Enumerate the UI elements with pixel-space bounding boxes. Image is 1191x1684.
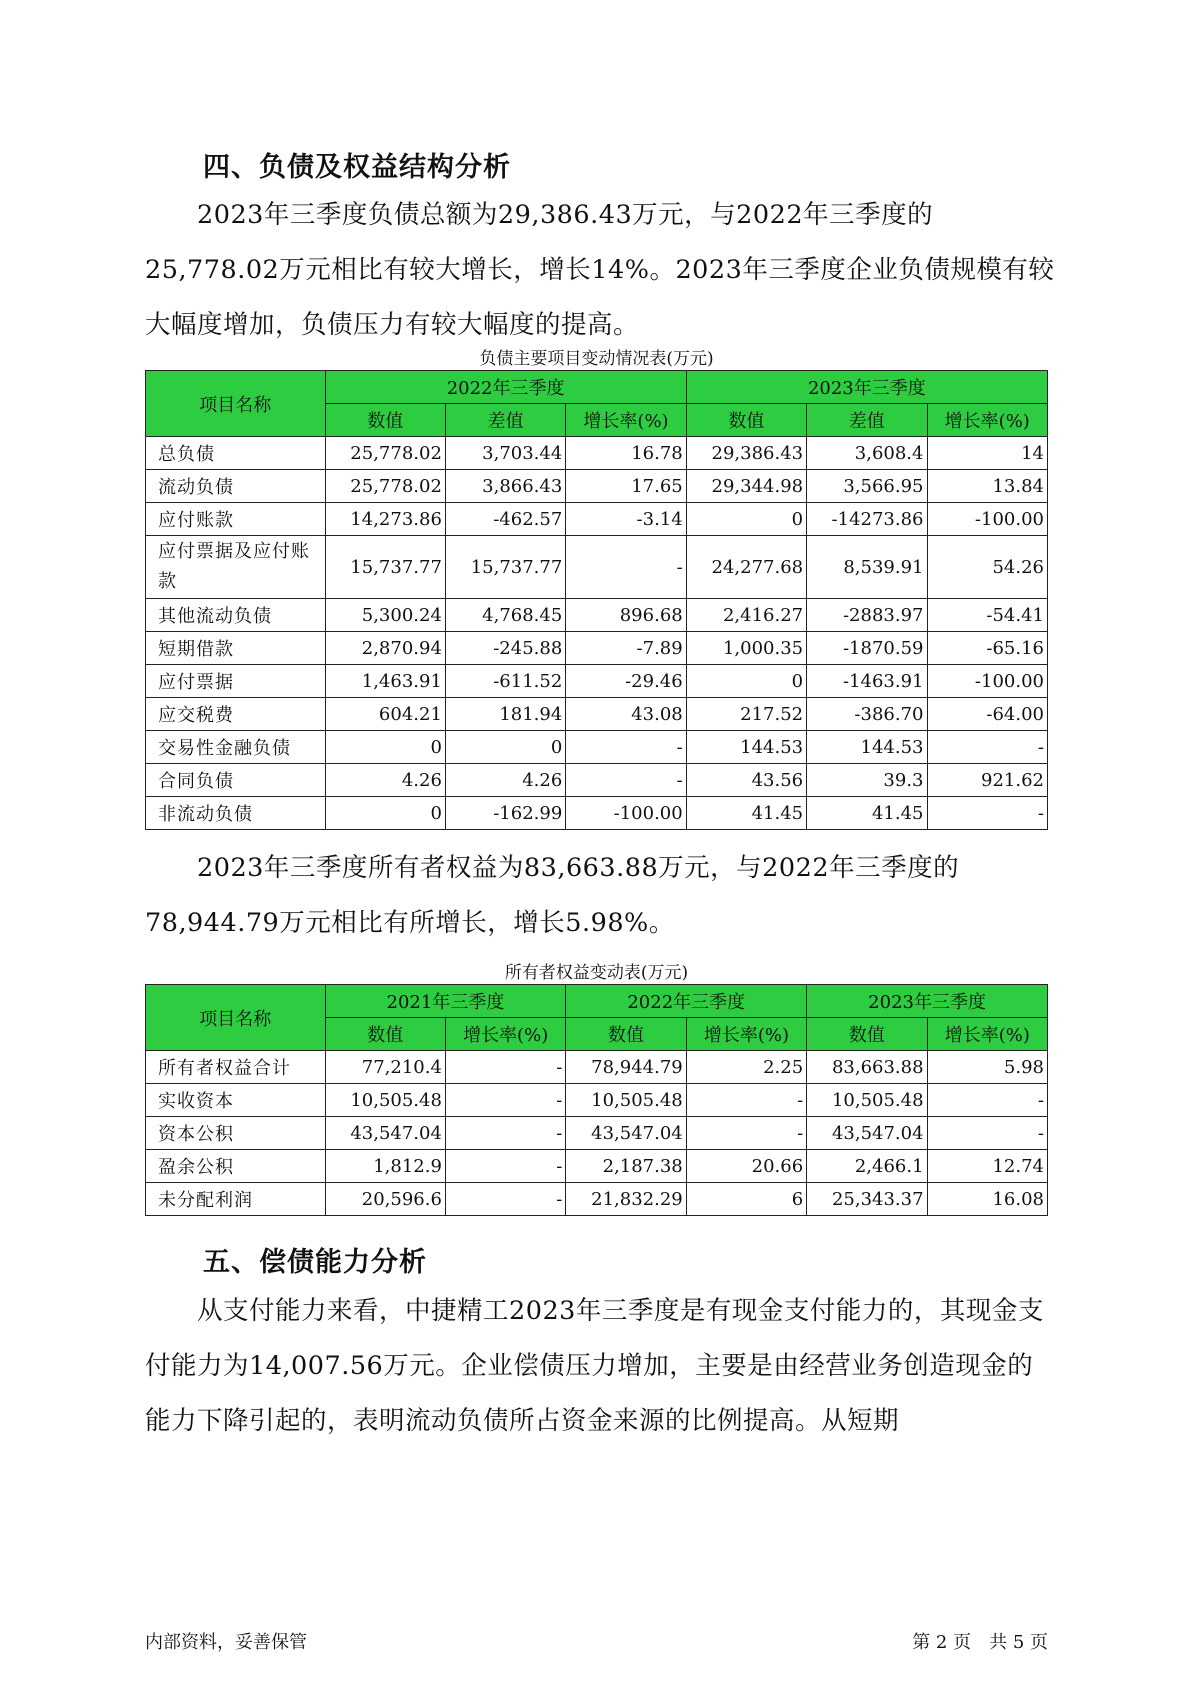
table-cell: -162.99: [445, 797, 565, 830]
table-cell: 604.21: [325, 698, 445, 731]
table-cell: 29,386.43: [686, 437, 806, 470]
column-header: 数值: [325, 404, 445, 437]
table-cell: -100.00: [927, 665, 1048, 698]
table-cell: 43,547.04: [807, 1117, 927, 1150]
table-cell: 0: [686, 665, 806, 698]
table-cell: -245.88: [445, 632, 565, 665]
table-cell: -100.00: [566, 797, 686, 830]
row-label: 总负债: [146, 437, 326, 470]
table-cell: 144.53: [807, 731, 927, 764]
table-cell: 54.26: [927, 536, 1048, 599]
table-cell: -611.52: [445, 665, 565, 698]
table-row: [146, 470, 1048, 503]
table-cell: -1463.91: [807, 665, 927, 698]
table-cell: -: [445, 1150, 565, 1183]
period-header: 2021年三季度: [325, 985, 566, 1018]
row-label: 未分配利润: [146, 1183, 326, 1216]
table-cell: -: [686, 1084, 806, 1117]
table-cell: 0: [445, 731, 565, 764]
row-label: 应交税费: [146, 698, 326, 731]
table-cell: -100.00: [927, 503, 1048, 536]
table-cell: 16.78: [566, 437, 686, 470]
table-cell: 144.53: [686, 731, 806, 764]
page-number: 第 2 页 共 5 页: [912, 1632, 1048, 1653]
table-cell: 2,466.1: [807, 1150, 927, 1183]
row-label: 合同负债: [146, 764, 326, 797]
table-row: [146, 797, 1048, 830]
column-header: 增长率(%): [927, 404, 1048, 437]
column-header: 增长率(%): [445, 1018, 565, 1051]
table-cell: -: [566, 764, 686, 797]
period-header: 2022年三季度: [325, 371, 686, 404]
table-row: [146, 665, 1048, 698]
section-heading: 四、负债及权益结构分析: [203, 152, 511, 183]
table-cell: 41.45: [807, 797, 927, 830]
table-cell: 15,737.77: [325, 536, 445, 599]
table-cell: -29.46: [566, 665, 686, 698]
table-cell: 15,737.77: [445, 536, 565, 599]
table-cell: 2,870.94: [325, 632, 445, 665]
table-row: [146, 1117, 1048, 1150]
table-row: [146, 1150, 1048, 1183]
table-caption: 负债主要项目变动情况表(万元): [479, 349, 714, 369]
table-row: [146, 503, 1048, 536]
paragraph-equity: 2023年三季度所有者权益为83,663.88万元，与2022年三季度的78,944.79万元相比有所增长，增长5.98%。: [145, 853, 960, 938]
paragraph-liabilities: 2023年三季度负债总额为29,386.43万元，与2022年三季度的25,778.02万元相比有较大增长，增长14%。2023年三季度企业负债规模有较大幅度增加，负债压力有较大幅度的提高。: [145, 200, 1055, 340]
footer-note: 内部资料，妥善保管: [145, 1632, 307, 1653]
table-row: [146, 536, 1048, 599]
table-cell: -: [445, 1051, 565, 1084]
table-cell: 29,344.98: [686, 470, 806, 503]
table-cell: -462.57: [445, 503, 565, 536]
table-cell: 8,539.91: [807, 536, 927, 599]
table-cell: 25,343.37: [807, 1183, 927, 1216]
row-label: 交易性金融负债: [146, 731, 326, 764]
table-cell: 4.26: [445, 764, 565, 797]
row-label: 流动负债: [146, 470, 326, 503]
table-cell: 3,608.4: [807, 437, 927, 470]
table-cell: 0: [325, 797, 445, 830]
table-cell: 43.56: [686, 764, 806, 797]
paragraph-solvency: 从支付能力来看，中捷精工2023年三季度是有现金支付能力的，其现金支付能力为14,007.56万元。企业偿债压力增加，主要是由经营业务创造现金的能力下降引起的，表明流动负债所占资金来源的比例提高。从短期: [145, 1296, 1044, 1436]
table-cell: 10,505.48: [566, 1084, 686, 1117]
table-cell: 3,566.95: [807, 470, 927, 503]
column-header: 差值: [445, 404, 565, 437]
table-cell: 181.94: [445, 698, 565, 731]
column-header: 数值: [325, 1018, 445, 1051]
table-cell: 43.08: [566, 698, 686, 731]
table-cell: 4,768.45: [445, 599, 565, 632]
row-label: 资本公积: [146, 1117, 326, 1150]
table-cell: 25,778.02: [325, 437, 445, 470]
column-header: 数值: [566, 1018, 686, 1051]
table-cell: -14273.86: [807, 503, 927, 536]
table-cell: -1870.59: [807, 632, 927, 665]
table-cell: 6: [686, 1183, 806, 1216]
row-label: 短期借款: [146, 632, 326, 665]
table-cell: 1,000.35: [686, 632, 806, 665]
table-cell: 20.66: [686, 1150, 806, 1183]
row-label: 应付账款: [146, 503, 326, 536]
table-cell: -: [445, 1117, 565, 1150]
table-cell: 5,300.24: [325, 599, 445, 632]
table-row: [146, 1084, 1048, 1117]
row-label: 非流动负债: [146, 797, 326, 830]
column-header: 增长率(%): [927, 1018, 1047, 1051]
table-cell: 0: [325, 731, 445, 764]
table-cell: -: [566, 731, 686, 764]
table-cell: -3.14: [566, 503, 686, 536]
table-caption: 所有者权益变动表(万元): [504, 963, 689, 983]
column-header: 项目名称: [146, 371, 326, 437]
table-cell: 16.08: [927, 1183, 1047, 1216]
table-cell: 17.65: [566, 470, 686, 503]
section-heading: 五、偿债能力分析: [203, 1247, 427, 1278]
period-header: 2023年三季度: [686, 371, 1047, 404]
table-cell: 20,596.6: [325, 1183, 445, 1216]
table-cell: 4.26: [325, 764, 445, 797]
row-label: 所有者权益合计: [146, 1051, 326, 1084]
table-cell: -: [445, 1084, 565, 1117]
table-cell: 78,944.79: [566, 1051, 686, 1084]
table-cell: 83,663.88: [807, 1051, 927, 1084]
table-cell: 3,866.43: [445, 470, 565, 503]
equity-table: [145, 984, 1048, 1216]
column-header: 差值: [807, 404, 927, 437]
table-cell: 217.52: [686, 698, 806, 731]
table-cell: -: [686, 1117, 806, 1150]
table-cell: 13.84: [927, 470, 1048, 503]
table-row: [146, 698, 1048, 731]
table-cell: -386.70: [807, 698, 927, 731]
table-cell: -: [927, 1084, 1047, 1117]
table-cell: 10,505.48: [807, 1084, 927, 1117]
table-cell: 39.3: [807, 764, 927, 797]
table-row: [146, 1051, 1048, 1084]
table-cell: 1,812.9: [325, 1150, 445, 1183]
table-cell: 43,547.04: [566, 1117, 686, 1150]
table-cell: 25,778.02: [325, 470, 445, 503]
table-row: [146, 599, 1048, 632]
table-cell: -64.00: [927, 698, 1048, 731]
table-cell: -: [927, 1117, 1047, 1150]
table-cell: -54.41: [927, 599, 1048, 632]
column-header: 数值: [807, 1018, 927, 1051]
table-cell: 5.98: [927, 1051, 1047, 1084]
table-cell: 24,277.68: [686, 536, 806, 599]
table-cell: 921.62: [927, 764, 1048, 797]
table-cell: -: [445, 1183, 565, 1216]
table-cell: -7.89: [566, 632, 686, 665]
table-cell: 1,463.91: [325, 665, 445, 698]
table-cell: 14: [927, 437, 1048, 470]
table-row: [146, 731, 1048, 764]
table-cell: 14,273.86: [325, 503, 445, 536]
column-header: 数值: [686, 404, 806, 437]
column-header: 增长率(%): [686, 1018, 806, 1051]
table-cell: 41.45: [686, 797, 806, 830]
column-header: 项目名称: [146, 985, 326, 1051]
table-cell: 0: [686, 503, 806, 536]
liabilities-table: [145, 370, 1048, 830]
period-header: 2022年三季度: [566, 985, 807, 1018]
row-label: 其他流动负债: [146, 599, 326, 632]
period-header: 2023年三季度: [807, 985, 1048, 1018]
table-row: [146, 632, 1048, 665]
table-row: [146, 764, 1048, 797]
row-label: 盈余公积: [146, 1150, 326, 1183]
table-cell: -65.16: [927, 632, 1048, 665]
table-cell: 43,547.04: [325, 1117, 445, 1150]
table-row: [146, 437, 1048, 470]
column-header: 增长率(%): [566, 404, 686, 437]
table-cell: -: [566, 536, 686, 599]
table-cell: 3,703.44: [445, 437, 565, 470]
table-cell: 2,187.38: [566, 1150, 686, 1183]
table-cell: 896.68: [566, 599, 686, 632]
row-label: 应付票据及应付账款: [146, 536, 326, 599]
table-row: [146, 1183, 1048, 1216]
row-label: 实收资本: [146, 1084, 326, 1117]
table-cell: 2.25: [686, 1051, 806, 1084]
table-cell: 77,210.4: [325, 1051, 445, 1084]
table-cell: -: [927, 797, 1048, 830]
table-cell: 2,416.27: [686, 599, 806, 632]
table-cell: 12.74: [927, 1150, 1047, 1183]
table-cell: 10,505.48: [325, 1084, 445, 1117]
table-cell: 21,832.29: [566, 1183, 686, 1216]
table-cell: -2883.97: [807, 599, 927, 632]
row-label: 应付票据: [146, 665, 326, 698]
table-cell: -: [927, 731, 1048, 764]
